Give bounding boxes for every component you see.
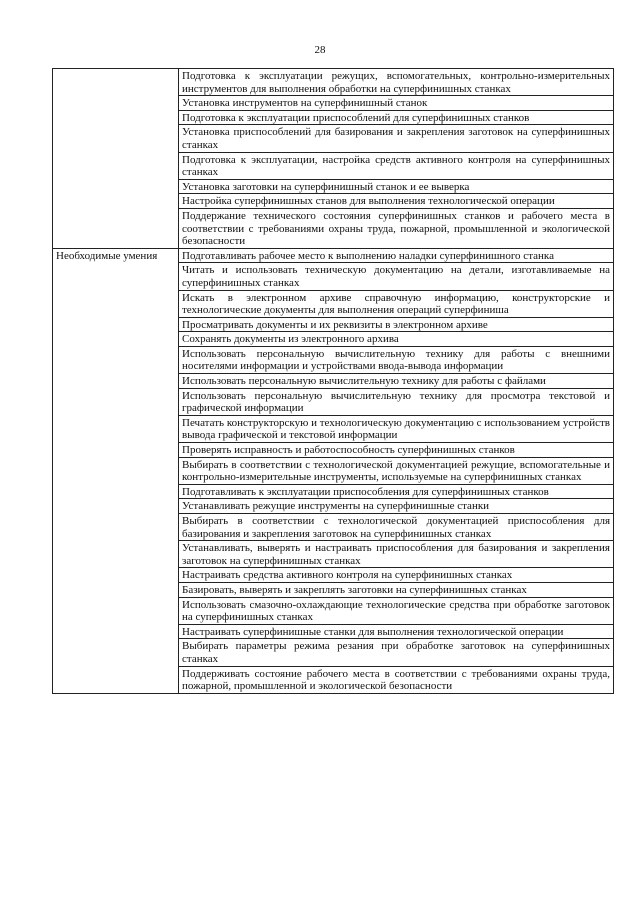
requirement-item: Установка приспособлений для базирования и закрепления заготовок на суперфинишных станках	[179, 125, 614, 152]
table-row	[53, 248, 614, 263]
requirement-item: Подготавливать рабочее место к выполнению наладки суперфинишного станка	[179, 248, 614, 263]
requirement-item: Установка заготовки на суперфинишный станок и ее выверка	[179, 179, 614, 194]
requirement-item: Настройка суперфинишных станов для выполнения технологической операции	[179, 194, 614, 209]
requirement-item: Просматривать документы и их реквизиты в электронном архиве	[179, 317, 614, 332]
requirement-item: Искать в электронном архиве справочную информацию, конструкторские и технологические документы для выполнения операций суперфиниша	[179, 290, 614, 317]
requirement-item: Использовать персональную вычислительную технику для работы с файлами	[179, 374, 614, 389]
requirement-item: Устанавливать, выверять и настраивать приспособления для базирования и закрепления заготовок на суперфинишных станках	[179, 541, 614, 568]
section-label	[53, 69, 179, 249]
requirement-item: Поддерживать состояние рабочего места в соответствии с требованиями охраны труда, пожарной, промышленной и экологической безопасности	[179, 666, 614, 693]
requirement-item: Подготовка к эксплуатации приспособлений для суперфинишных станков	[179, 110, 614, 125]
table-row	[53, 69, 614, 96]
requirement-item: Выбирать в соответствии с технологической документацией приспособления для базирования и закрепления заготовок на суперфинишных станках	[179, 514, 614, 541]
requirement-item: Настраивать суперфинишные станки для выполнения технологической операции	[179, 624, 614, 639]
requirement-item: Сохранять документы из электронного архива	[179, 332, 614, 347]
requirement-item: Подготовка к эксплуатации режущих, вспомогательных, контрольно-измерительных инструментов для выполнения обработки на суперфинишных станках	[179, 69, 614, 96]
requirement-item: Выбирать параметры режима резания при обработке заготовок на суперфинишных станках	[179, 639, 614, 666]
requirement-item: Базировать, выверять и закреплять заготовки на суперфинишных станках	[179, 582, 614, 597]
requirements-table	[52, 68, 614, 694]
requirement-item: Проверять исправность и работоспособность суперфинишных станков	[179, 443, 614, 458]
requirement-item: Использовать персональную вычислительную технику для просмотра текстовой и графической информации	[179, 388, 614, 415]
requirement-item: Настраивать средства активного контроля на суперфинишных станках	[179, 568, 614, 583]
requirement-item: Выбирать в соответствии с технологической документацией режущие, вспомогательные и контрольно-измерительные инструменты, используемые на суперфинишных станках	[179, 457, 614, 484]
requirement-item: Подготовка к эксплуатации, настройка средств активного контроля на суперфинишных станках	[179, 152, 614, 179]
requirement-item: Подготавливать к эксплуатации приспособления для суперфинишных станков	[179, 484, 614, 499]
requirement-item: Установка инструментов на суперфинишный станок	[179, 96, 614, 111]
requirement-item: Устанавливать режущие инструменты на суперфинишные станки	[179, 499, 614, 514]
requirement-item: Читать и использовать техническую документацию на детали, изготавливаемые на суперфинишных станках	[179, 263, 614, 290]
requirement-item: Использовать персональную вычислительную технику для работы с внешними носителями информации и устройствами ввода-вывода информации	[179, 346, 614, 373]
requirement-item: Поддержание технического состояния суперфинишных станков и рабочего места в соответствии с требованиями охраны труда, пожарной, промышленной и экологической безопасности	[179, 208, 614, 248]
page-number: 28	[314, 44, 326, 56]
section-label: Необходимые умения	[53, 248, 179, 693]
requirement-item: Печатать конструкторскую и технологическую документацию с использованием устройств вывода графической и текстовой информации	[179, 415, 614, 442]
requirement-item: Использовать смазочно-охлаждающие технологические средства при обработке заготовок на суперфинишных станках	[179, 597, 614, 624]
